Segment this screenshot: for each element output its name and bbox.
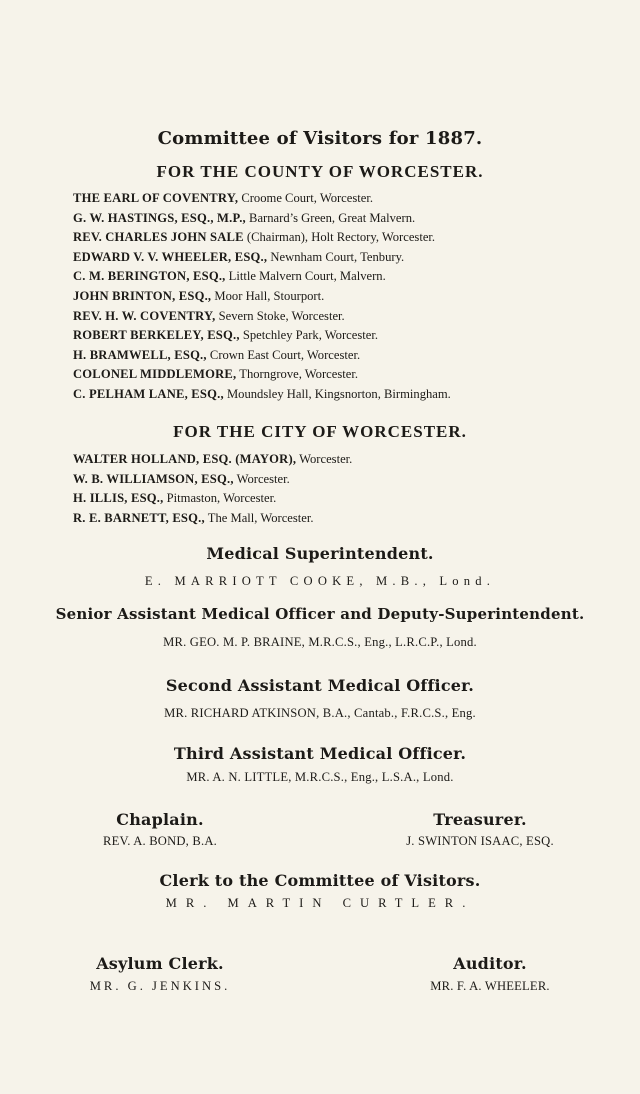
county-member: REV. CHARLES JOHN SALE (Chairman), Holt Rectory, Worcester. [73, 230, 436, 245]
senior-assistant-holder: MR. GEO. M. P. BRAINE, M.R.C.S., Eng., L.R.C.P., Lond. [163, 635, 477, 649]
auditor-title: Auditor. [453, 954, 527, 973]
county-member: H. BRAMWELL, ESQ., Crown East Court, Worcester. [73, 347, 361, 362]
county-member: C. PELHAM LANE, ESQ., Moundsley Hall, Kingsnorton, Birmingham. [73, 386, 451, 401]
chaplain-holder: REV. A. BOND, B.A. [103, 834, 217, 848]
auditor-holder: MR. F. A. WHEELER. [430, 979, 550, 993]
committee-clerk-title: Clerk to the Committee of Visitors. [159, 871, 481, 890]
county-member: EDWARD V. V. WHEELER, ESQ., Newnham Court, Tenbury. [73, 249, 405, 264]
asylum-clerk-title: Asylum Clerk. [96, 954, 224, 973]
city-member: H. ILLIS, ESQ., Pitmaston, Worcester. [73, 491, 277, 506]
city-member: R. E. BARNETT, ESQ., The Mall, Worcester. [73, 510, 314, 525]
committee-clerk-holder: MR. MARTIN CURTLER. [165, 896, 475, 910]
county-member: JOHN BRINTON, ESQ., Moor Hall, Stourport. [73, 288, 325, 303]
second-assistant-title: Second Assistant Medical Officer. [165, 676, 475, 695]
city-member-list [73, 450, 613, 528]
chaplain-title: Chaplain. [116, 810, 204, 829]
city-member: WALTER HOLLAND, ESQ. (MAYOR), Worcester. [73, 452, 353, 466]
city-heading: FOR THE CITY OF WORCESTER. [173, 422, 467, 441]
treasurer-holder: J. SWINTON ISAAC, ESQ. [406, 834, 554, 848]
senior-assistant-title: Senior Assistant Medical Officer and Deputy-Superintendent. [55, 605, 585, 623]
city-member: W. B. WILLIAMSON, ESQ., Worcester. [73, 471, 290, 486]
second-assistant-holder: MR. RICHARD ATKINSON, B.A., Cantab., F.R.C.S., Eng. [164, 706, 476, 720]
treasurer-title: Treasurer. [433, 810, 527, 829]
third-assistant-holder: MR. A. N. LITTLE, M.R.C.S., Eng., L.S.A., Lond. [186, 770, 454, 784]
county-member: ROBERT BERKELEY, ESQ., Spetchley Park, Worcester. [73, 328, 378, 343]
third-assistant-title: Third Assistant Medical Officer. [173, 744, 467, 763]
asylum-clerk-holder: MR. G. JENKINS. [89, 979, 231, 993]
county-member: C. M. BERINGTON, ESQ., Little Malvern Court, Malvern. [73, 269, 386, 284]
county-member-list [73, 189, 613, 405]
superintendent-holder: E. MARRIOTT COOKE, M.B., Lond. [144, 574, 496, 588]
county-member: THE EARL OF COVENTRY, Croome Court, Worcester. [73, 191, 373, 205]
county-member: COLONEL MIDDLEMORE, Thorngrove, Worcester. [73, 367, 358, 382]
superintendent-title: Medical Superintendent. [206, 544, 434, 563]
county-member: G. W. HASTINGS, ESQ., M.P., Barnard’s Green, Great Malvern. [73, 210, 416, 225]
page-title: Committee of Visitors for 1887. [157, 128, 483, 149]
county-heading: FOR THE COUNTY OF WORCESTER. [156, 162, 484, 181]
county-member: REV. H. W. COVENTRY, Severn Stoke, Worcester. [73, 308, 345, 323]
